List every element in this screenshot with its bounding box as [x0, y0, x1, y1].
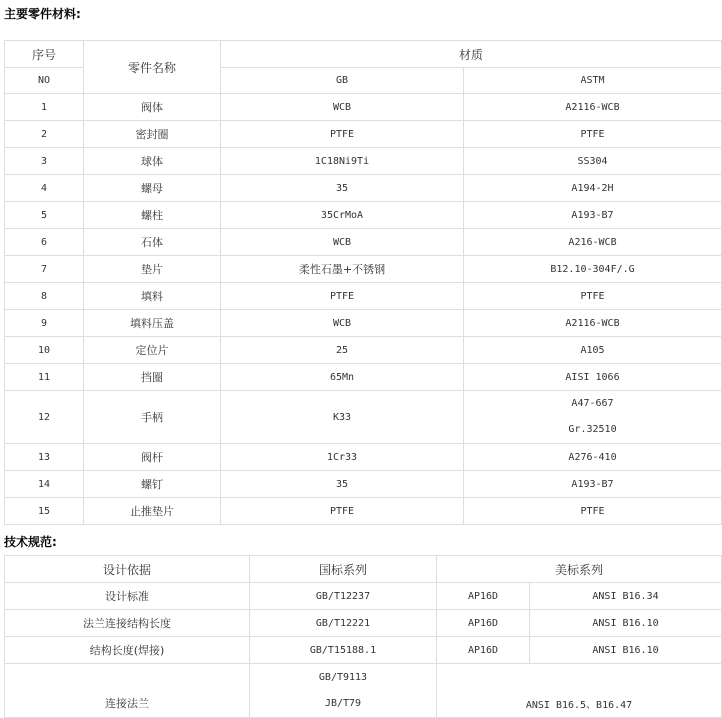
- row-astm: A105: [464, 337, 722, 364]
- spec-ansi: ANSI B16.34: [530, 583, 722, 610]
- row-part-name: 密封圈: [84, 121, 221, 148]
- row-gb: WCB: [221, 229, 464, 256]
- row-part-name: 阀体: [84, 94, 221, 121]
- row-gb: PTFE: [221, 283, 464, 310]
- spec-gb-multi: [250, 664, 437, 718]
- row-no: 9: [5, 310, 84, 337]
- row-astm: SS304: [464, 148, 722, 175]
- row-part-name: 止推垫片: [84, 498, 221, 525]
- row-no: 1: [5, 94, 84, 121]
- spec-api: AP16D: [437, 583, 530, 610]
- row-part-name: 垫片: [84, 256, 221, 283]
- materials-heading: 主要零件材料:: [4, 7, 81, 21]
- table-row: [5, 229, 722, 256]
- row-astm: PTFE: [464, 121, 722, 148]
- header-astm: ASTM: [464, 68, 722, 94]
- row-astm: B12.10-304F/.G: [464, 256, 722, 283]
- table-row: [5, 94, 722, 121]
- row-gb: WCB: [221, 94, 464, 121]
- header-design-basis: 设计依据: [5, 556, 250, 583]
- row-no: 2: [5, 121, 84, 148]
- table-row: [5, 175, 722, 202]
- row-part-name: 螺柱: [84, 202, 221, 229]
- table-row: [5, 283, 722, 310]
- header-part-name: 零件名称: [84, 41, 221, 94]
- row-no: 5: [5, 202, 84, 229]
- table-row: [5, 364, 722, 391]
- row-astm: PTFE: [464, 283, 722, 310]
- row-part-name: 手柄: [84, 391, 221, 444]
- row-astm-line-2: Gr.32510: [568, 424, 617, 435]
- spec-ansi: ANSI B16.10: [530, 637, 722, 664]
- row-astm: A193-B7: [464, 202, 722, 229]
- row-gb: PTFE: [221, 121, 464, 148]
- table-row: [5, 583, 722, 610]
- row-part-name: 球体: [84, 148, 221, 175]
- spec-item: 结构长度(焊接): [5, 637, 250, 664]
- table-row: [5, 444, 722, 471]
- row-astm: A216-WCB: [464, 229, 722, 256]
- row-no: 11: [5, 364, 84, 391]
- header-seq-en: NO: [5, 68, 84, 94]
- spec-item: 连接法兰: [5, 664, 250, 718]
- spec-gb-line-2: JB/T79: [324, 697, 362, 709]
- row-gb: PTFE: [221, 498, 464, 525]
- spec-gb: GB/T12237: [250, 583, 437, 610]
- row-astm: A2116-WCB: [464, 94, 722, 121]
- header-gb: GB: [221, 68, 464, 94]
- table-row: [5, 337, 722, 364]
- table-row: [5, 664, 722, 718]
- row-astm: PTFE: [464, 498, 722, 525]
- materials-table: [4, 40, 722, 525]
- spec-api: AP16D: [437, 637, 530, 664]
- row-gb: 1Cr33: [221, 444, 464, 471]
- row-gb: 柔性石墨+不锈钢: [221, 256, 464, 283]
- table-row: [5, 471, 722, 498]
- table-row: [5, 391, 722, 444]
- row-astm: A2116-WCB: [464, 310, 722, 337]
- header-national-series: 国标系列: [250, 556, 437, 583]
- row-astm: AISI 1066: [464, 364, 722, 391]
- row-gb: 35: [221, 471, 464, 498]
- row-part-name: 螺钉: [84, 471, 221, 498]
- row-astm-multi: [464, 391, 722, 444]
- spec-item: 设计标准: [5, 583, 250, 610]
- table-row: [5, 256, 722, 283]
- spec-item: 法兰连接结构长度: [5, 610, 250, 637]
- spec-gb: GB/T12221: [250, 610, 437, 637]
- row-gb: 65Mn: [221, 364, 464, 391]
- row-part-name: 填料压盖: [84, 310, 221, 337]
- spec-ansi: ANSI B16.5、B16.47: [437, 664, 722, 718]
- row-gb: 35: [221, 175, 464, 202]
- row-part-name: 石体: [84, 229, 221, 256]
- row-astm: A193-B7: [464, 471, 722, 498]
- specs-heading: 技术规范:: [4, 535, 57, 549]
- row-gb: WCB: [221, 310, 464, 337]
- header-seq: 序号: [5, 41, 84, 68]
- specs-table: [4, 555, 722, 718]
- row-part-name: 阀杆: [84, 444, 221, 471]
- row-no: 4: [5, 175, 84, 202]
- row-astm: A276-410: [464, 444, 722, 471]
- table-row: [5, 202, 722, 229]
- row-gb: K33: [221, 391, 464, 444]
- spec-gb-line-1: GB/T9113: [318, 671, 368, 683]
- row-no: 12: [5, 391, 84, 444]
- spec-gb: GB/T15188.1: [250, 637, 437, 664]
- table-row: [5, 148, 722, 175]
- row-no: 14: [5, 471, 84, 498]
- row-no: 15: [5, 498, 84, 525]
- row-no: 7: [5, 256, 84, 283]
- row-no: 6: [5, 229, 84, 256]
- row-no: 10: [5, 337, 84, 364]
- row-gb: 1C18Ni9Ti: [221, 148, 464, 175]
- header-american-series: 美标系列: [437, 556, 722, 583]
- row-part-name: 螺母: [84, 175, 221, 202]
- row-no: 3: [5, 148, 84, 175]
- row-part-name: 填料: [84, 283, 221, 310]
- spec-api: AP16D: [437, 610, 530, 637]
- spec-ansi: ANSI B16.10: [530, 610, 722, 637]
- table-row: [5, 637, 722, 664]
- table-row: [5, 121, 722, 148]
- row-astm: A194-2H: [464, 175, 722, 202]
- row-gb: 25: [221, 337, 464, 364]
- table-row: [5, 498, 722, 525]
- table-row: [5, 610, 722, 637]
- table-row: [5, 310, 722, 337]
- row-gb: 35CrMoA: [221, 202, 464, 229]
- row-part-name: 定位片: [84, 337, 221, 364]
- row-part-name: 挡圈: [84, 364, 221, 391]
- row-no: 8: [5, 283, 84, 310]
- row-astm-line-1: A47-667: [571, 398, 614, 409]
- row-no: 13: [5, 444, 84, 471]
- header-material: 材质: [221, 41, 722, 68]
